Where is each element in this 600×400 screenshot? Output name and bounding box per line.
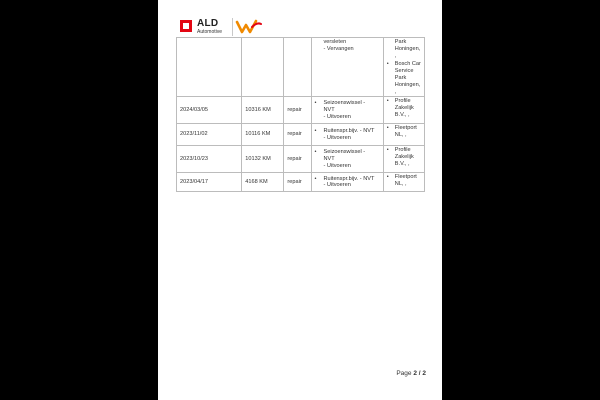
cell-actions [311,173,383,192]
page-separator: / [418,370,421,377]
supplier-item-list [387,174,421,188]
cell-km [242,146,284,173]
cell-type-text: repair [287,131,302,138]
page-current: 2 [413,370,417,377]
supplier-item: • Profile Zakelijk B.V., , [387,147,421,167]
cell-km [242,173,284,192]
cell-date [177,97,242,124]
supplier-item-list [387,98,421,118]
supplier-item: • Fleetport NL, , [387,125,421,139]
cell-date-text: 2023/11/02 [180,131,208,138]
cell-actions [311,124,383,146]
action-item: • Ruitenspr.bijv. - NVT - Uitvoeren [315,176,380,190]
header-logos [180,18,300,38]
table-row [177,124,425,146]
action-item: • Seizoenswissel - NVT - Uitvoeren [315,100,380,120]
cell-type-text: repair [287,106,302,113]
cell-km-text: 10116 KM [245,131,271,138]
cell-date [177,173,242,192]
cell-type-text: repair [287,155,302,162]
table-row [177,146,425,173]
supplier-item-list [387,147,421,167]
cell-suppliers [383,97,424,124]
maintenance-history-table [176,37,425,192]
cell-type [284,38,311,97]
cell-type [284,146,311,173]
page-number [396,370,426,377]
cell-type [284,124,311,146]
cell-date [177,38,242,97]
cell-suppliers [383,38,424,97]
cell-km-text: 4168 KM [245,178,268,185]
cell-date-text: 2023/10/23 [180,155,208,162]
logo-divider [232,18,233,36]
action-item-list [315,100,380,120]
cell-suppliers [383,146,424,173]
supplier-item: • Profile Zakelijk B.V., , [387,98,421,118]
table-row [177,173,425,192]
action-item-list [315,149,380,169]
cell-actions [311,97,383,124]
supplier-item-list [387,125,421,139]
page-label: Page [396,370,412,377]
supplier-item-list [387,61,421,95]
document-page [158,0,442,400]
cell-date [177,124,242,146]
action-item: versleten - Vervangen [323,39,354,52]
ald-brand-sub: Automotive [197,29,223,35]
ald-brand-name: ALD [197,18,219,29]
action-item: • Seizoenswissel - NVT - Uitvoeren [315,149,380,169]
table-row-continued [177,38,425,97]
cell-type [284,173,311,192]
cell-actions [311,38,383,97]
cell-actions [311,146,383,173]
action-item-list [315,176,380,190]
supplier-item: • Fleetport NL, , [387,174,421,188]
action-item: • Ruitenspr.bijv. - NVT - Uitvoeren [315,128,380,142]
supplier-item: • Bosch Car Service Park Honingen, , [387,61,421,95]
action-item-list [315,128,380,142]
ald-logo-icon [180,20,192,32]
cell-date-text: 2024/03/05 [180,106,208,113]
table-row [177,97,425,124]
page-total: 2 [422,370,426,377]
supplier-item: Park Honingen, , [394,39,421,59]
cell-type [284,97,311,124]
cell-km-text: 10132 KM [245,155,271,162]
cell-km [242,124,284,146]
cell-km [242,97,284,124]
cell-suppliers [383,124,424,146]
cell-km-text: 10316 KM [245,106,271,113]
cell-date-text: 2023/04/17 [180,178,208,185]
cell-km [242,38,284,97]
cell-type-text: repair [287,178,302,185]
leaseplan-logo-icon [235,18,263,36]
cell-date [177,146,242,173]
cell-suppliers [383,173,424,192]
